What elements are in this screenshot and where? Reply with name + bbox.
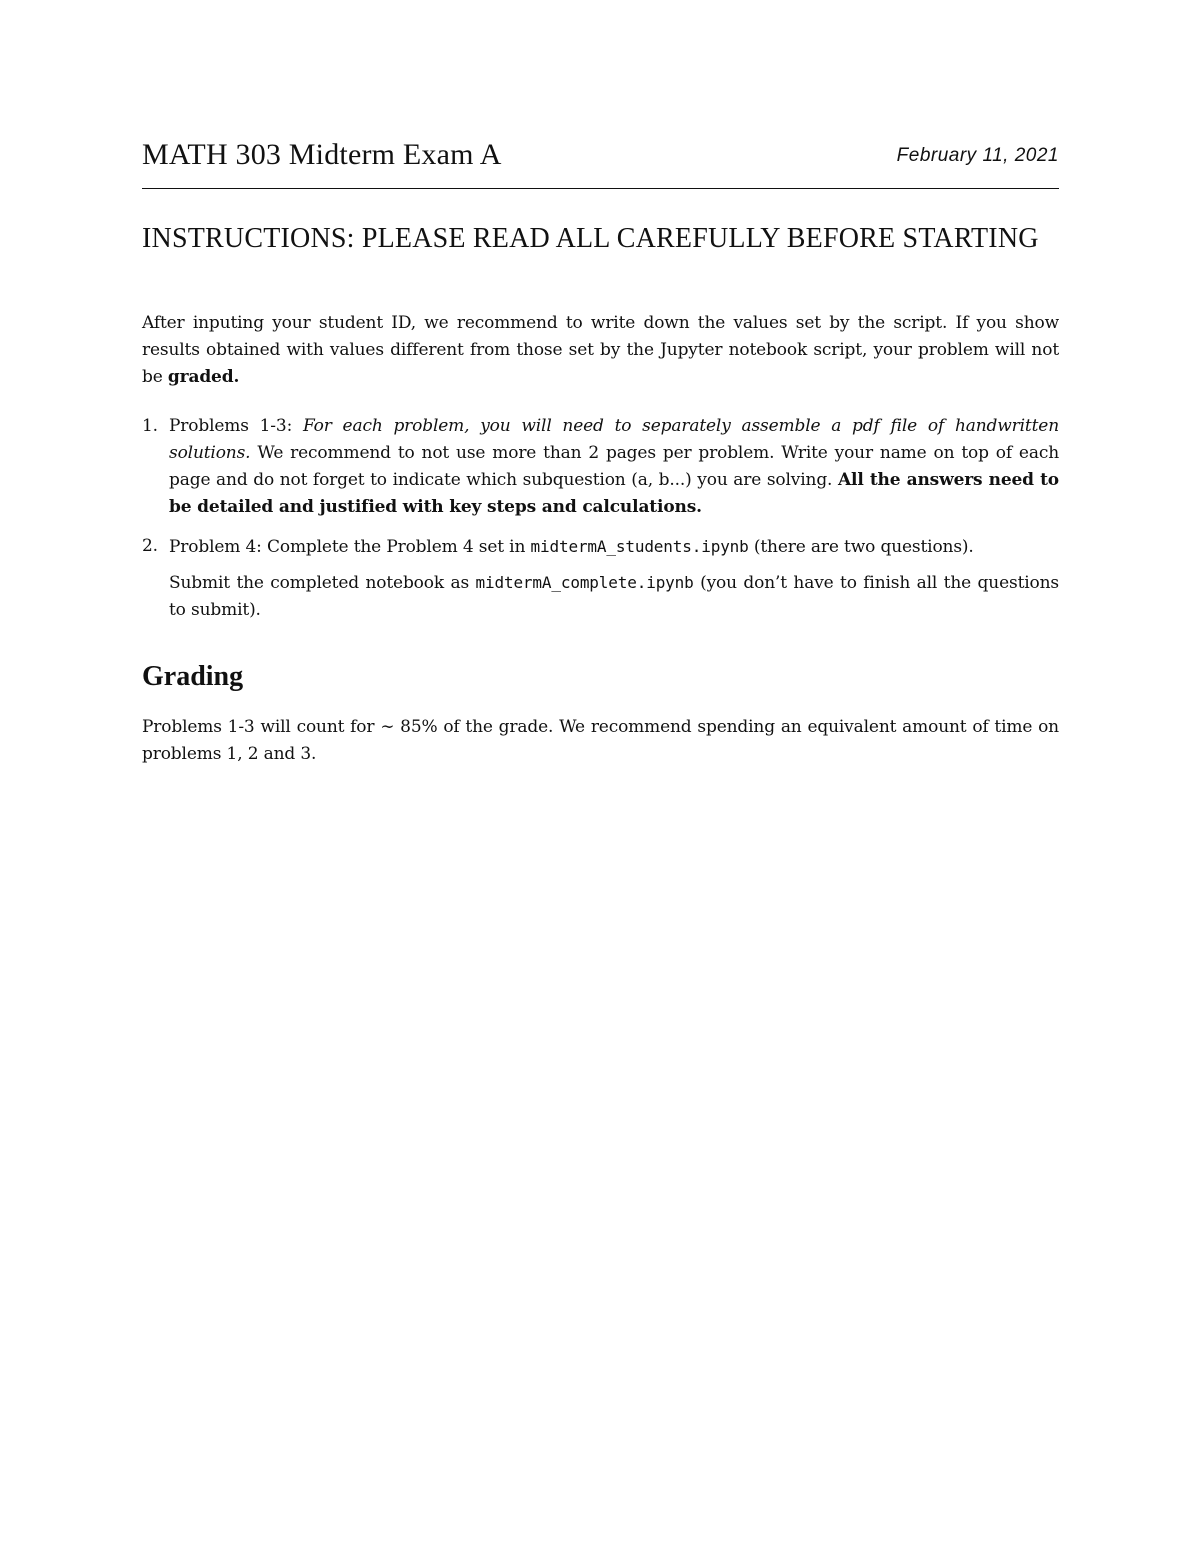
list-item-number: 2. bbox=[142, 536, 158, 556]
instructions-heading: INSTRUCTIONS: PLEASE READ ALL CAREFULLY BEFORE STARTING bbox=[142, 223, 1039, 254]
notebook-filename-complete: midtermA_complete.ipynb bbox=[475, 573, 694, 592]
instructions-list bbox=[142, 413, 1059, 624]
instructions-intro bbox=[142, 310, 1059, 391]
item-lead-text: Problems 1-3: bbox=[169, 416, 303, 436]
grading-heading: Grading bbox=[142, 661, 244, 692]
item-paragraph-2 bbox=[169, 569, 1059, 624]
list-item-number: 1. bbox=[142, 416, 158, 436]
header-rule bbox=[142, 188, 1059, 189]
item-plain-text: We recommend to not use more than 2 pages per problem. Write your name on top of each page and do not forget to indicate which subquestion (a, b...) you are solving. bbox=[169, 443, 1059, 490]
item-tail-text: (you don’t have to finish all the questions to submit). bbox=[169, 573, 1059, 620]
list-item-problem-4 bbox=[142, 533, 1059, 624]
item-lead-text: Problem 4: Complete the Problem 4 set in bbox=[169, 537, 531, 557]
notebook-filename-students: midtermA_students.ipynb bbox=[530, 537, 749, 556]
list-item-problems-1-3 bbox=[142, 413, 1059, 521]
item-paragraph-1 bbox=[169, 533, 1059, 561]
item-lead-text: Submit the completed notebook as bbox=[169, 573, 476, 593]
item-tail-text: (there are two questions). bbox=[748, 537, 974, 557]
document-title: MATH 303 Midterm Exam A bbox=[142, 138, 502, 171]
item-bold-text: All the answers need to be detailed and justified with key steps and calculations. bbox=[169, 470, 1059, 517]
intro-text: After inputing your student ID, we recommend to write down the values set by the script. If you show results obtained with values different from those set by the Jupyter notebook script, your problem will not be bbox=[142, 313, 1059, 387]
document-date: February 11, 2021 bbox=[896, 145, 1059, 166]
intro-bold-text: graded. bbox=[167, 367, 240, 387]
page-header bbox=[142, 138, 1059, 174]
item-italic-text: For each problem, you will need to separately assemble a pdf file of handwritten solutions. bbox=[169, 416, 1060, 463]
grading-text: Problems 1-3 will count for ∼ 85% of the grade. We recommend spending an equivalent amount of time on problems 1, 2 and 3. bbox=[142, 717, 1059, 764]
